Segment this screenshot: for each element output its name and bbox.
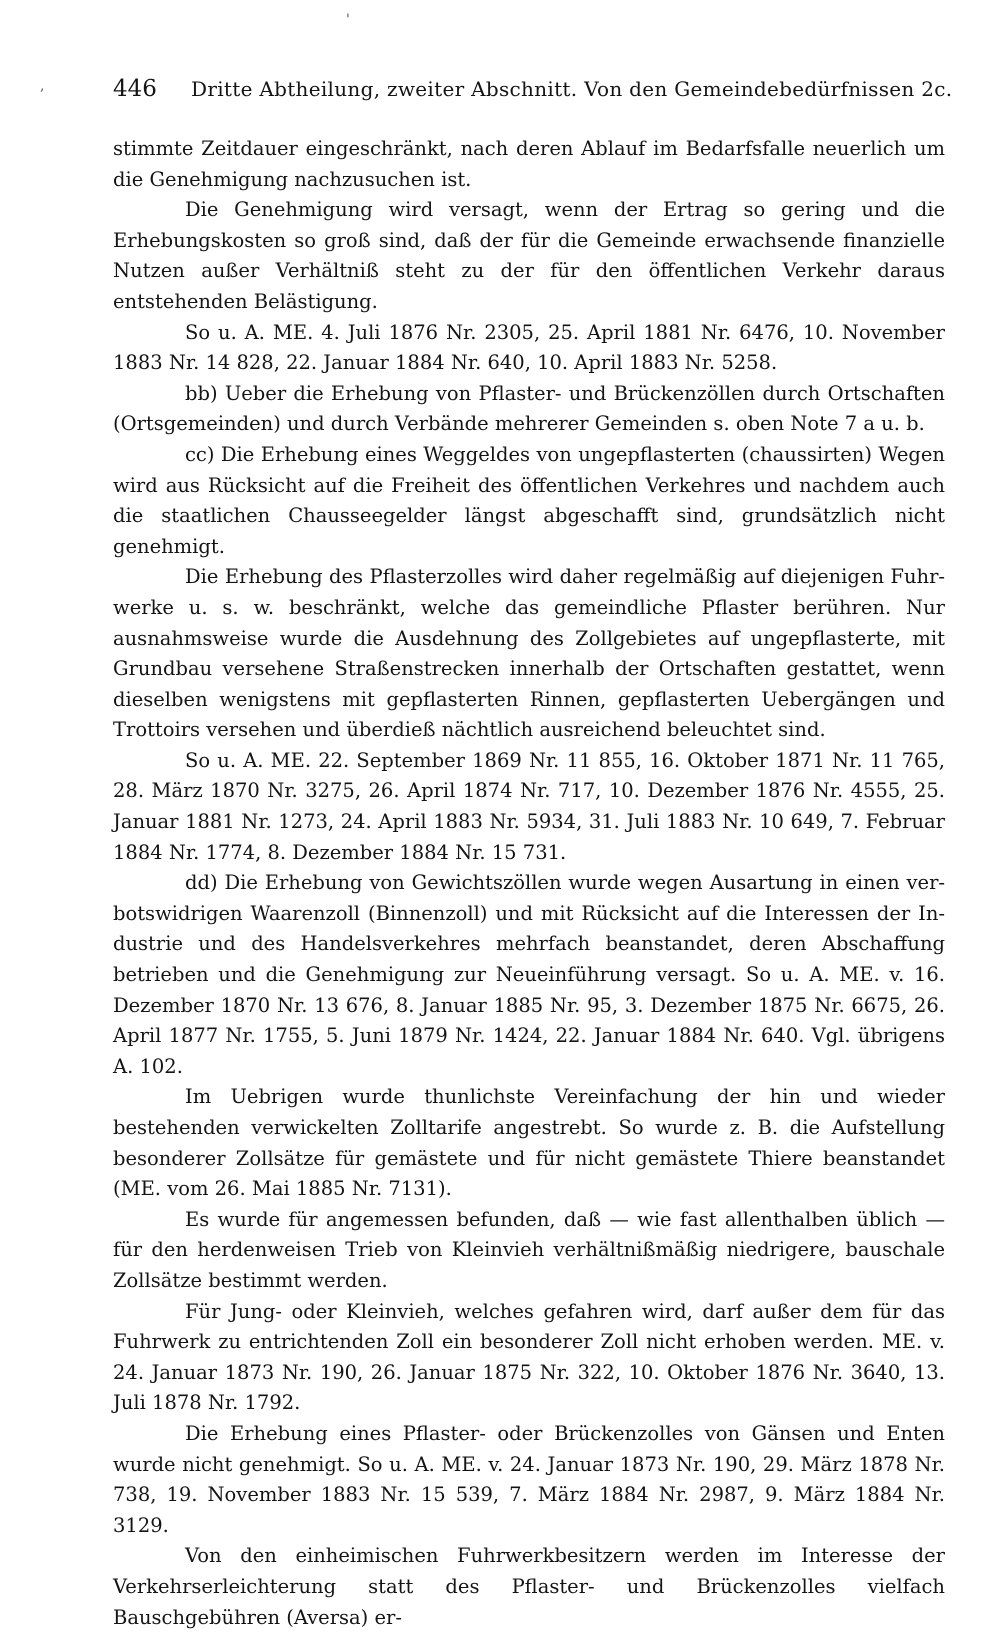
paragraph-4: bb) Ueber die Erhebung von Pflaster- und Brückenzöllen durch Ortschaften (Ortsgemeinden) und durch Verbände mehrerer Gemeinden s. oben Note 7 a u. b. xyxy=(113,381,945,436)
paragraph-9: Im Uebrigen wurde thunlichste Vereinfachung der hin und wieder bestehenden verwickelten Zolltarife angestrebt. So wurde z. B. die Aufstellung besonderer Zollsätze für gemästete und für nicht gemästete Thiere beanstandet (ME. vom 26. Mai 1885 Nr. 7131). xyxy=(113,1085,945,1201)
paragraph-6: Die Erhebung des Pflasterzolles wird daher regelmäßig auf diejenigen Fuhrwerke u. s. w. beschränkt, welche das gemeindliche Pflaster berühren. Nur ausnahmsweise wurde die Ausdehnung des Zollgebietes auf ungepflasterte, mit Grundbau versehene Straßenstrecken innerhalb der Ortschaften gestattet, wenn dieselben wenigstens mit gepflasterten Rinnen, gepflasterten Uebergängen und Trottoirs versehen und überdieß nächtlich ausreichend beleuchtet sind. xyxy=(113,565,945,742)
paragraph-10: Es wurde für angemessen befunden, daß — wie fast allenthalben üblich — für den herdenweisen Trieb von Kleinvieh verhältnißmäßig niedrigere, bauschale Zollsätze bestimmt werden. xyxy=(113,1207,945,1292)
paragraph-12: Die Erhebung eines Pflaster- oder Brückenzolles von Gänsen und Enten wurde nicht genehmigt. So u. A. ME. v. 24. Januar 1873 Nr. 190, 29. März 1878 Nr. 738, 19. November 1883 Nr. 15 539, 7. März 1884 Nr. 2987, 9. März 1884 Nr. 3129. xyxy=(113,1421,945,1537)
paragraph-1: stimmte Zeitdauer eingeschränkt, nach deren Ablauf im Bedarfsfalle neuerlich um die Genehmigung nachzusuchen ist. xyxy=(113,137,945,191)
paragraph-13: Von den einheimischen Fuhrwerkbesitzern werden im Interesse der Verkehrserleichterung statt des Pflaster- und Brückenzolles vielfach Bauschgebühren (Aversa) er- xyxy=(113,1544,945,1629)
paragraph-11: Für Jung- oder Kleinvieh, welches gefahren wird, darf außer dem für das Fuhrwerk zu entrichtenden Zoll ein besonderer Zoll nicht erhoben werden. ME. v. 24. Januar 1873 Nr. 190, 26. Januar 1875 Nr. 322, 10. Oktober 1876 Nr. 3640, 13. Juli 1878 Nr. 1792. xyxy=(113,1299,945,1415)
paragraph-5: cc) Die Erhebung eines Weggeldes von ungepflasterten (chaussirten) Wegen wird aus Rücksicht auf die Freiheit des öffentlichen Verkehres und nachdem auch die staatlichen Chausseegelder längst abgeschafft sind, grundsätzlich nicht genehmigt. xyxy=(113,442,945,558)
paragraph-8: dd) Die Erhebung von Gewichtszöllen wurde wegen Ausartung in einen verbotswidrigen Waarenzoll (Binnenzoll) und mit Rücksicht auf die Interessen der Industrie und des Handelsverkehres mehrfach beanstandet, deren Abschaffung betrieben und die Genehmigung zur Neueinführung versagt. So u. A. ME. v. 16. Dezember 1870 Nr. 13 676, 8. Januar 1885 Nr. 95, 3. Dezember 1875 Nr. 6675, 26. April 1877 Nr. 1755, 5. Juni 1879 Nr. 1424, 22. Januar 1884 Nr. 640. Vgl. übrigens A. 102. xyxy=(113,871,945,1078)
running-head: Dritte Abtheilung, zweiter Abschnitt. Von den Gemeindebedürfnissen 2c. xyxy=(191,77,953,101)
paragraph-2: Die Genehmigung wird versagt, wenn der Ertrag so gering und die Erhebungskosten so groß sind, daß der für die Gemeinde erwachsende finanzielle Nutzen außer Verhältniß steht zu der für den öffentlichen Verkehr daraus entstehenden Belästigung. xyxy=(113,198,945,313)
page-header xyxy=(113,74,953,104)
body-text xyxy=(113,134,945,1633)
left-tick-mark: , xyxy=(40,78,45,94)
paragraph-3: So u. A. ME. 4. Juli 1876 Nr. 2305, 25. April 1881 Nr. 6476, 10. November 1883 Nr. 14 828, 22. Januar 1884 Nr. 640, 10. April 1883 Nr. 5258. xyxy=(113,320,945,375)
top-tick-mark: ' xyxy=(346,12,350,28)
page-number: 446 xyxy=(113,76,157,102)
paragraph-7: So u. A. ME. 22. September 1869 Nr. 11 855, 16. Oktober 1871 Nr. 11 765, 28. März 1870 Nr. 3275, 26. April 1874 Nr. 717, 10. Dezember 1876 Nr. 4555, 25. Januar 1881 Nr. 1273, 24. April 1883 Nr. 5934, 31. Juli 1883 Nr. 10 649, 7. Februar 1884 Nr. 1774, 8. Dezember 1884 Nr. 15 731. xyxy=(113,748,945,864)
